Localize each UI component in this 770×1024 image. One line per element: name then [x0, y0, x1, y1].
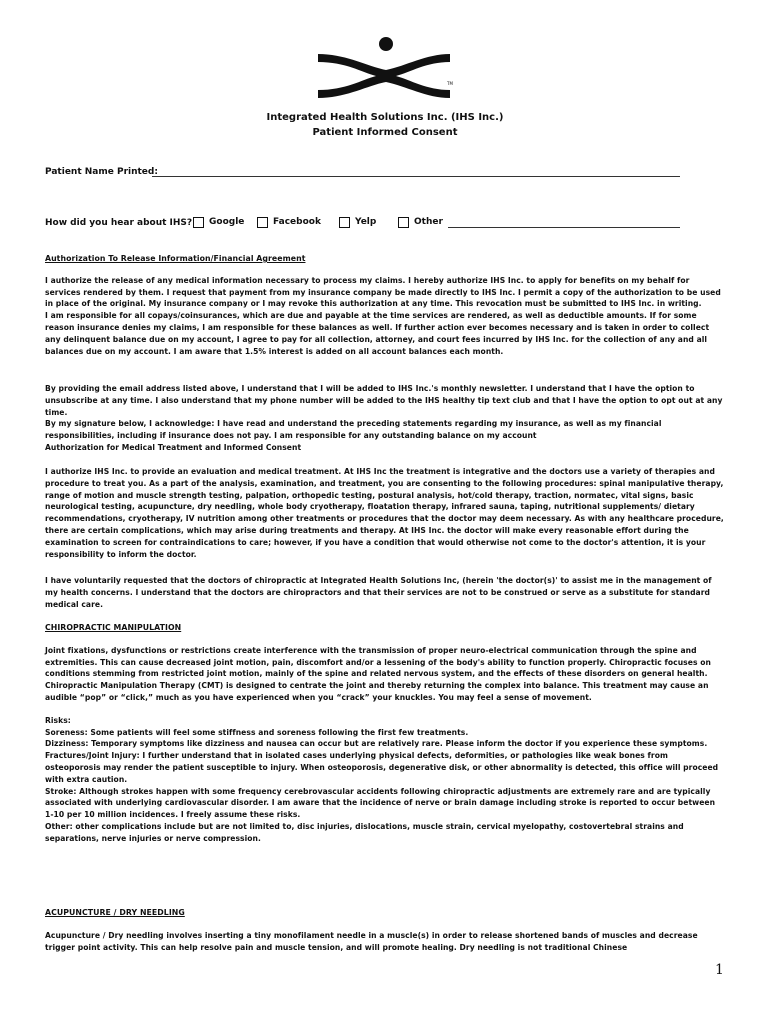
acupuncture-heading: ACUPUNCTURE / DRY NEEDLING [45, 908, 185, 917]
other-checkbox[interactable] [398, 217, 409, 228]
patient-name-label: Patient Name Printed: [45, 167, 158, 177]
newsletter-section [45, 383, 725, 454]
risk-dizziness: Dizziness: Temporary symptoms like dizziness and nausea can occur but are relatively rare. Please inform the doctor if you experience these symptoms. [45, 739, 708, 749]
authorization-heading: Authorization To Release Information/Financial Agreement [45, 254, 306, 263]
authorization-paragraph-2: I am responsible for all copays/coinsurances, which are due and payable at the time services are rendered, as well as deductible amounts. If for some reason insurance denies my claims, I am responsible for these balances as well. If further action ever becomes necessary and is taken in order to collect any delinquent balance due on my account, I agree to pay for all collection, attorney, and court fees incurred by IHS Inc. for the collection of any and all balances due on my account. I am aware that 1.5% interest is added on all account balances each month. [45, 311, 710, 356]
option-google[interactable] [193, 215, 244, 229]
hear-about-label: How did you hear about IHS? [45, 218, 193, 228]
authorization-paragraph-1: I authorize the release of any medical information necessary to process my claims. I hereby authorize IHS Inc. to apply for benefits on my behalf for services rendered by them. I request that payment from my insurance company be made directly to IHS Inc. I permit a copy of the authorization to be used in place of the original. My insurance company or I may revoke this authorization at any time. This revocation must be submitted to IHS Inc. in writing. [45, 275, 721, 309]
trademark-mark: TM [447, 81, 453, 86]
treatment-paragraph-1: I authorize IHS Inc. to provide an evaluation and medical treatment. At IHS Inc the treatment is integrative and the doctors use a variety of therapies and procedure to treat you. As a part of the analysis, examination, and treatment, you are consenting to the following procedures: spinal manipulative therapy, range of motion and muscle strength testing, palpation, orthopedic testing, postural analysis, hot/cold therapy, traction, normatec, vital signs, basic neurological testing, acupuncture, dry needling, whole body cryotherapy, floatation therapy, infrared sauna, taping, nutritional supplements/ dietary recommendations, cryotherapy, IV nutrition among other treatments or procedures that the doctor may deem necessary. As with any healthcare procedure, there are certain complications, which may arise during treatments and therapy. At IHS Inc. the doctor will make every reasonable effort during the examination to screen for contraindications to care; however, if you have a condition that would otherwise not come to the doctor's attention, it is your responsibility to inform the doctor. [45, 467, 724, 559]
yelp-checkbox[interactable] [339, 217, 350, 228]
chiropractor-section [45, 575, 725, 610]
chiropractic-heading: CHIROPRACTIC MANIPULATION [45, 623, 182, 632]
ihs-figure-logo-icon [316, 36, 456, 100]
google-label: Google [209, 217, 245, 227]
option-other[interactable] [398, 215, 443, 229]
risks-label: Risks: [45, 715, 71, 725]
treatment-section [45, 466, 725, 560]
patient-name-field[interactable] [152, 176, 680, 177]
facebook-checkbox[interactable] [257, 217, 268, 228]
authorization-section [45, 253, 725, 357]
facebook-label: Facebook [273, 217, 321, 227]
company-name: Integrated Health Solutions Inc. (IHS Inc.) [266, 112, 504, 123]
authorization-paragraph-4: By my signature below, I acknowledge: I have read and understand the preceding statements regarding my insurance, as well as my financial responsibilities, including if insurance does not pay. I am responsible for any outstanding balance on my account [45, 419, 662, 441]
chiropractic-section [45, 622, 725, 845]
risk-fractures: Fractures/Joint Injury: I further understand that in isolated cases underlying physical defects, deformities, or pathologies like weak bones from osteoporosis may render the patient susceptible to injury. When osteoporosis, degenerative disk, or other abnormality is detected, this office will proceed with extra caution. [45, 751, 719, 784]
authorization-paragraph-3: By providing the email address listed above, I understand that I will be added to IHS Inc.'s monthly newsletter. I understand that I have the option to unsubscribe at any time. I also understand that my phone number will be added to the IHS healthy tip text club and that I have the option to opt out at any time. [45, 384, 723, 417]
page-number: 1 [715, 962, 724, 978]
other-label: Other [414, 217, 443, 227]
risk-soreness: Soreness: Some patients will feel some stiffness and soreness following the first few treatments. [45, 727, 469, 737]
acupuncture-paragraph: Acupuncture / Dry needling involves inserting a tiny monofilament needle in a muscle(s) in order to release shortened bands of muscles and decrease trigger point activity. This can help resolve pain and muscle tension, and will promote healing. Dry needling is not traditional Chinese [45, 930, 698, 952]
yelp-label: Yelp [355, 217, 377, 227]
document-title [0, 110, 770, 140]
treatment-paragraph-2: I have voluntarily requested that the doctors of chiropractic at Integrated Health Solutions Inc, (herein 'the doctor(s)' to assist me in the management of my health concerns. I understand that the doctors are chiropractors and that their services are not to be construed or serve as a substitute for standard medical care. [45, 576, 712, 609]
risk-other: Other: other complications include but are not limited to, disc injuries, dislocations, muscle strain, cervical myelopathy, costovertebral strains and separations, nerve injuries or nerve compression. [45, 821, 684, 843]
acupuncture-section [45, 907, 725, 953]
option-yelp[interactable] [339, 215, 376, 229]
other-field[interactable] [448, 227, 680, 228]
chiropractic-paragraph: Joint fixations, dysfunctions or restrictions create interference with the transmission of proper neuro-electrical communication through the spine and extremities. This can cause decreased joint motion, pain, discomfort and/or a lessening of the body's ability to function properly. Chiropractic focuses on conditions stemming from restricted joint motion, mainly of the spine and related nervous system, and the effects of these disorders on general health. Chiropractic Manipulation Therapy (CMT) is designed to centrate the joint and thereby returning the complex into balance. This treatment may cause an audible “pop” or “click,” much as you have experienced when you “crack” your knuckles. You may feel a sense of movement. [45, 645, 711, 702]
medical-treatment-heading: Authorization for Medical Treatment and Informed Consent [45, 442, 302, 452]
option-facebook[interactable] [257, 215, 321, 229]
form-title: Patient Informed Consent [312, 127, 458, 138]
google-checkbox[interactable] [193, 217, 204, 228]
risk-stroke: Stroke: Although strokes happen with some frequency cerebrovascular accidents following chiropractic adjustments are extremely rare and are typically associated with underlying cardiovascular disorder. I am aware that the incidence of nerve or brain damage including stroke is reported to occur between 1-10 per 10 million incidences. I freely assume these risks. [45, 786, 716, 820]
